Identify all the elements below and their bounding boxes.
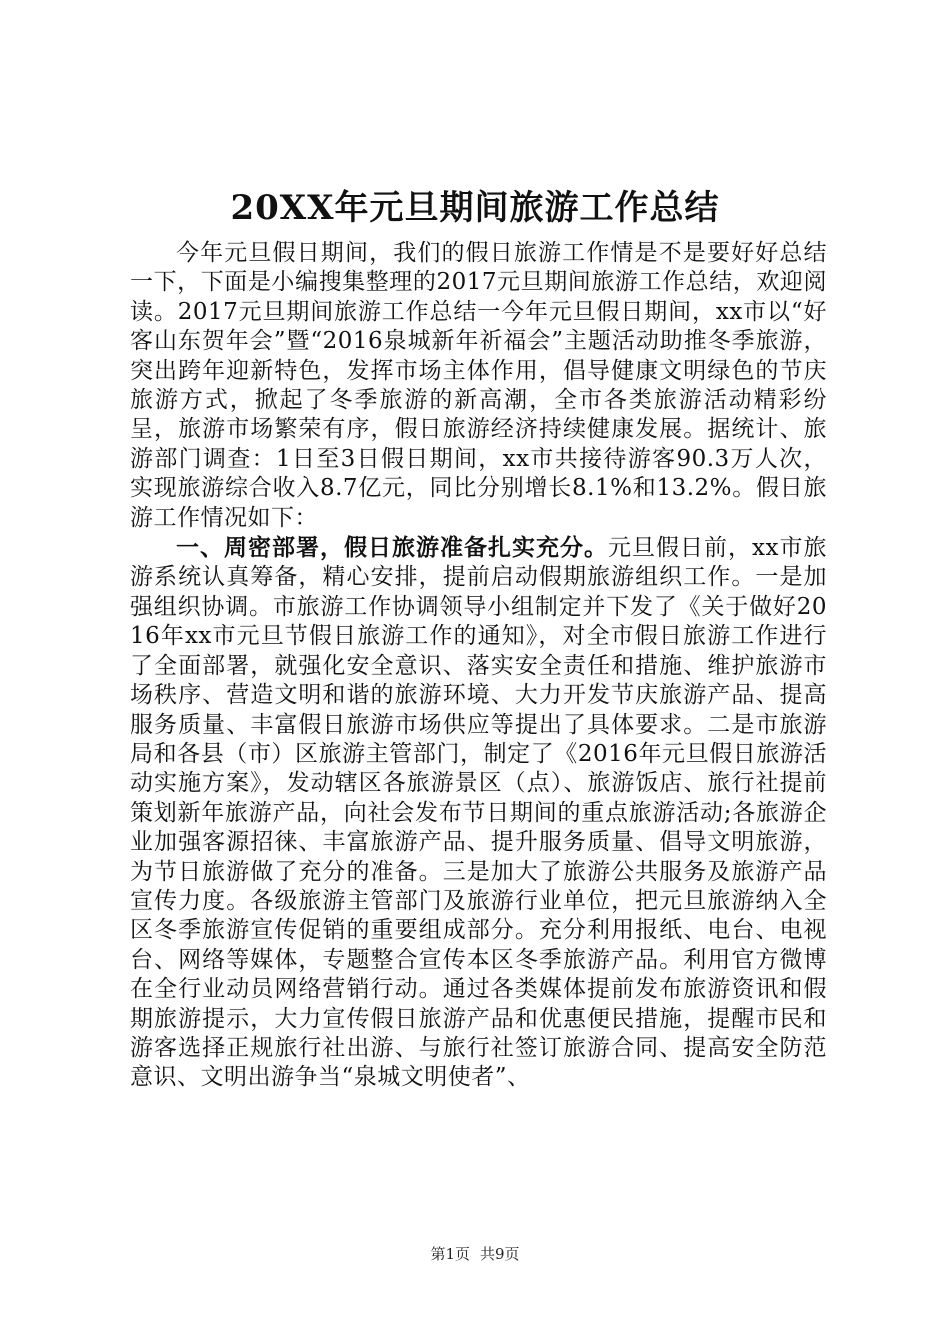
paragraph-intro — [130, 238, 827, 533]
paragraph-section-one — [130, 533, 827, 1093]
document-title: 20XX年元旦期间旅游工作总结 — [230, 188, 720, 228]
document-body — [130, 238, 827, 1093]
page-footer — [0, 1244, 950, 1264]
page-number: 第1页 — [430, 1245, 470, 1263]
paragraph-lead: 一、周密部署，假日旅游准备扎实充分。 — [176, 534, 609, 562]
paragraph-text: 今年元旦假日期间，我们的假日旅游工作情是不是要好好总结一下，下面是小编搜集整理的2017元旦期间旅游工作总结，欢迎阅读。2017元旦期间旅游工作总结一今年元旦假日期间，xx市以“好客山东贺年会”暨“2016泉城新年祈福会”主题活动助推冬季旅游，突出跨年迎新特色，发挥市场主体作用，倡导健康文明绿色的节庆旅游方式，掀起了冬季旅游的新高潮，全市各类旅游活动精彩纷呈，旅游市场繁荣有序，假日旅游经济持续健康发展。据统计、旅游部门调查：1日至3日假日期间，xx市共接待游客90.3万人次，实现旅游综合收入8.7亿元，同比分别增长8.1%和13.2%。假日旅游工作情况如下： — [130, 240, 827, 531]
page-total: 共9页 — [480, 1245, 520, 1263]
paragraph-text: 元旦假日前，xx市旅游系统认真筹备，精心安排，提前启动假期旅游组织工作。一是加强组织协调。市旅游工作协调领导小组制定并下发了《关于做好2016年xx市元旦节假日旅游工作的通知》，对全市假日旅游工作进行了全面部署，就强化安全意识、落实安全责任和措施、维护旅游市场秩序、营造文明和谐的旅游环境、大力开发节庆旅游产品、提高服务质量、丰富假日旅游市场供应等提出了具体要求。二是市旅游局和各县（市）区旅游主管部门，制定了《2016年元旦假日旅游活动实施方案》，发动辖区各旅游景区（点）、旅游饭店、旅行社提前策划新年旅游产品，向社会发布节日期间的重点旅游活动;各旅游企业加强客源招徕、丰富旅游产品、提升服务质量、倡导文明旅游，为节日旅游做了充分的准备。三是加大了旅游公共服务及旅游产品宣传力度。各级旅游主管部门及旅游行业单位，把元旦旅游纳入全区冬季旅游宣传促销的重要组成部分。充分利用报纸、电台、电视台、网络等媒体，专题整合宣传本区冬季旅游产品。利用官方微博在全行业动员网络营销行动。通过各类媒体提前发布旅游资讯和假期旅游提示，大力宣传假日旅游产品和优惠便民措施，提醒市民和游客选择正规旅行社出游、与旅行社签订旅游合同、提高安全防范意识、文明出游争当“泉城文明使者”、 — [130, 535, 828, 1091]
